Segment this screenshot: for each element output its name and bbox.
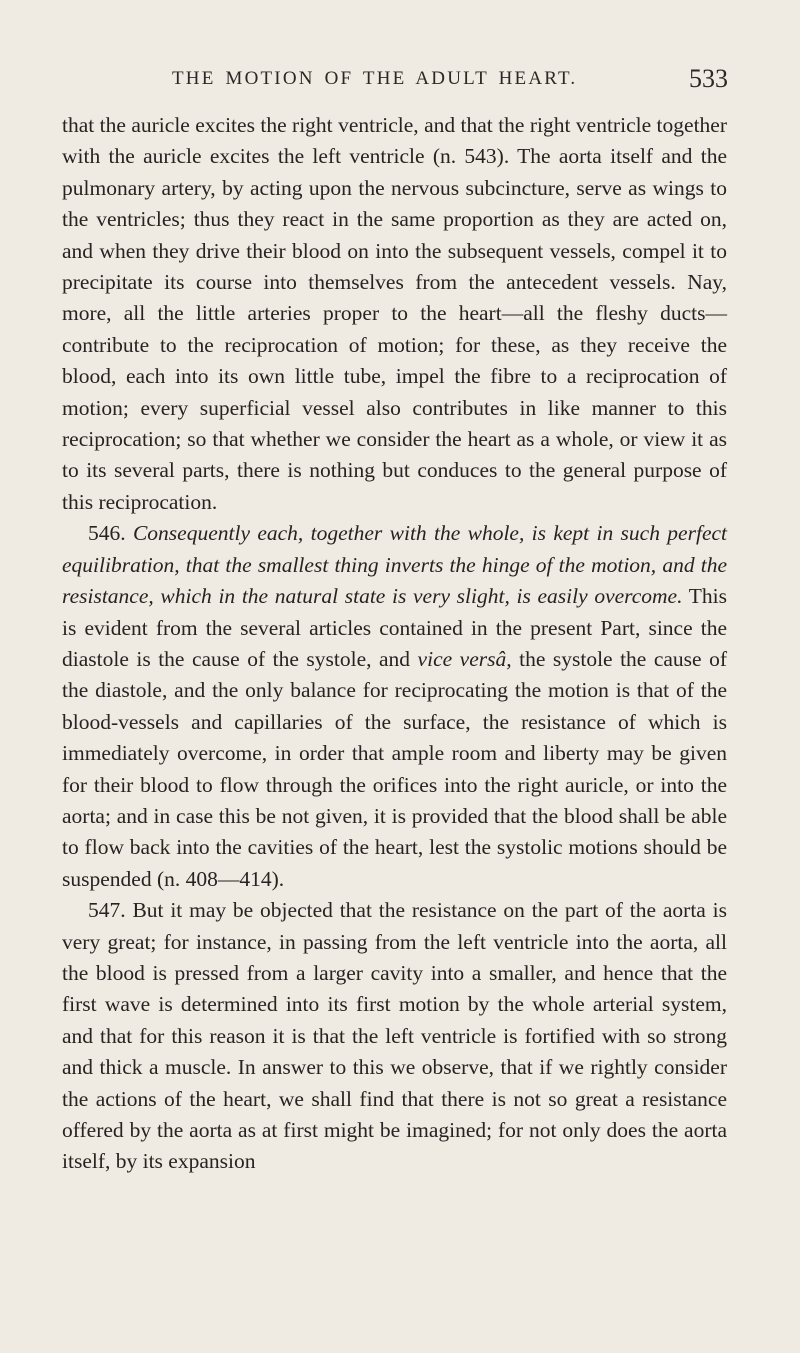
paragraph-547	[62, 895, 727, 1178]
paragraph-text: This is evident from the several articles contained in the present Part, since the diastole is the cause of the systole, and	[62, 584, 727, 671]
page-number: 533	[689, 64, 728, 93]
paragraph-number: 546.	[88, 521, 126, 546]
latin-phrase: vice versâ,	[417, 646, 512, 671]
body-text	[62, 110, 727, 1178]
paragraph-text: the systole the cause of the diastole, and the only balance for reciprocating the motion is that of the blood-vessels and capillaries of the surface, the resistance of which is immediately overcome, in order that ample room and liberty may be given for their blood to flow through the orifices into the right auricle, or into the aorta; and in case this be not given, it is provided that the blood shall be able to flow back into the cavities of the heart, lest the systolic motions should be suspended (n. 408—414).	[62, 646, 727, 891]
paragraph-continuation	[62, 110, 727, 518]
paragraph-italic-statement: Consequently each, together with the whole, is kept in such perfect equilibration, that the smallest thing inverts the hinge of the motion, and the resistance, which in the natural state is very slight, is easily overcome.	[62, 521, 728, 609]
paragraph-text: that the auricle excites the right ventricle, and that the right ventricle together with the auricle excites the left ventricle (n. 543). The aorta itself and the pulmonary artery, by acting upon the nervous subcincture, serve as wings to the ventricles; thus they react in the same proportion as they are acted on, and when they drive their blood on into the subsequent vessels, compel it to precipitate its course into themselves from the antecedent vessels. Nay, more, all the little arteries proper to the heart—all the fleshy ducts—contribute to the reciprocation of motion; for these, as they receive the blood, each into its own little tube, impel the fibre to a reciprocation of motion; every superficial vessel also contributes in like manner to this reciprocation; so that whether we consider the heart as a whole, or view it as to its several parts, there is nothing but conduces to the general purpose of this reciprocation.	[62, 113, 727, 514]
paragraph-number: 547.	[88, 898, 126, 923]
running-title: THE MOTION OF THE ADULT HEART.	[172, 68, 578, 89]
paragraph-text: But it may be objected that the resistance on the part of the aorta is very great; for instance, in passing from the left ventricle into the aorta, all the blood is pressed from a larger cavity into a smaller, and hence that the first wave is determined into its first motion by the whole arterial system, and that for this reason it is that the left ventricle is fortified with so strong and thick a muscle. In answer to this we observe, that if we rightly consider the actions of the heart, we shall find that there is not so great a resistance offered by the aorta as at first might be imagined; for not only does the aorta itself, by its expansion	[62, 898, 728, 1174]
running-head	[62, 62, 728, 96]
paragraph-546	[62, 518, 727, 895]
